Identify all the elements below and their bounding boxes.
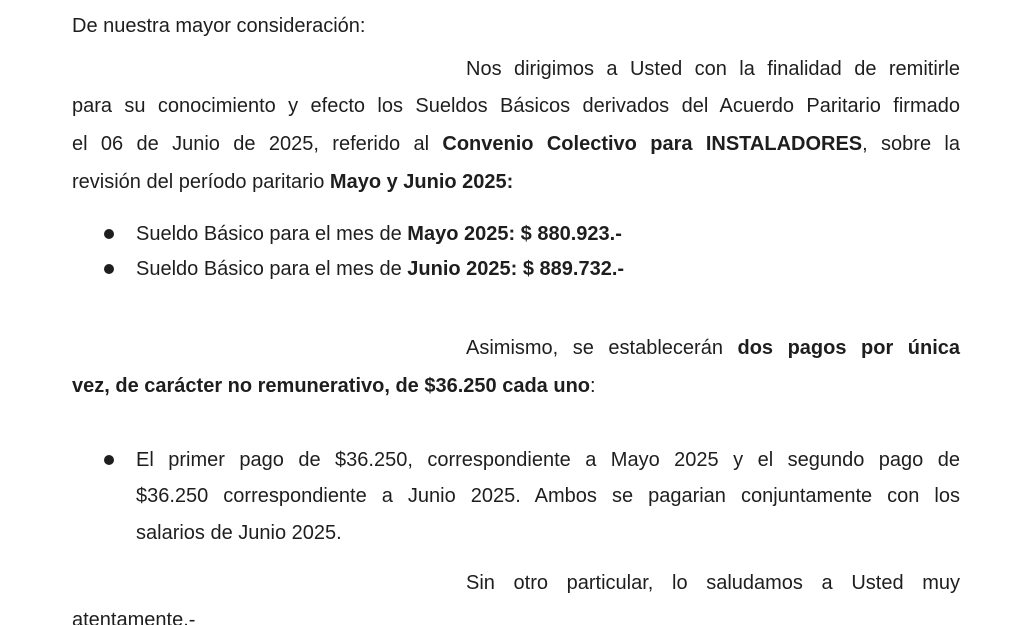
closing-line-2: atentamente.-	[72, 609, 196, 625]
salary-item-may	[136, 222, 960, 246]
paragraph-2-line-1	[466, 336, 960, 360]
paragraph-2-line-1-text: Asimismo, se establecerán	[466, 337, 738, 359]
paragraph-1-line-4-text: revisión del período paritario	[72, 171, 330, 193]
payments-highlight: dos pagos por única	[737, 337, 960, 359]
paragraph-1-line-4	[72, 170, 960, 194]
paragraph-1-line-2: para su conocimiento y efecto los Sueldos Básicos derivados del Acuerdo Paritario firmado	[72, 95, 960, 117]
payment-line-3: salarios de Junio 2025.	[136, 522, 342, 544]
bullet-icon	[104, 455, 114, 465]
paragraph-2-line-2-end: :	[590, 375, 596, 397]
bullet-icon	[104, 229, 114, 239]
salary-label: Sueldo Básico para el mes de	[136, 223, 408, 245]
bullet-icon	[104, 264, 114, 274]
paragraph-1-line-3	[72, 132, 960, 156]
paragraph-1-line-1: Nos dirigimos a Usted con la finalidad de remitirle	[466, 58, 960, 80]
agreement-name: Convenio Colectivo para INSTALADORES	[442, 133, 863, 155]
salary-value: Mayo 2025: $ 880.923.-	[407, 223, 622, 245]
paragraph-1-line-3-text: el 06 de Junio de 2025, referido al	[72, 133, 443, 155]
payments-highlight-cont: vez, de carácter no remunerativo, de $36.250 cada uno	[72, 375, 591, 397]
paragraph-2-line-2	[72, 374, 960, 398]
closing-line-1: Sin otro particular, lo saludamos a Usted muy	[466, 572, 960, 594]
salary-label: Sueldo Básico para el mes de	[136, 258, 408, 280]
period-name: Mayo y Junio 2025:	[329, 171, 514, 193]
payment-line-2: $36.250 correspondiente a Junio 2025. Ambos se pagarian conjuntamente con los	[136, 485, 960, 507]
payment-line-1: El primer pago de $36.250, correspondiente a Mayo 2025 y el segundo pago de	[136, 449, 960, 471]
salary-value: Junio 2025: $ 889.732.-	[407, 258, 625, 280]
salary-item-june	[136, 257, 960, 281]
greeting: De nuestra mayor consideración:	[72, 15, 366, 37]
paragraph-1-line-3-end: , sobre la	[862, 133, 961, 155]
